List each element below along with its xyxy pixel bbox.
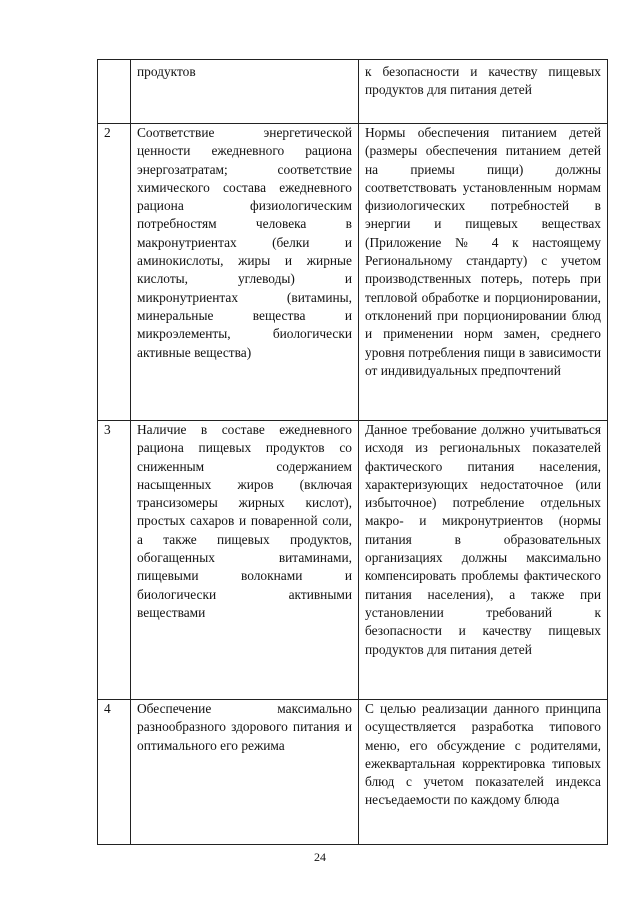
row-number: 2 (98, 124, 131, 421)
criterion-cell: Наличие в составе ежедневного рациона пищевых продуктов со сниженным содержанием насыщенных жиров (включая трансизомеры жирных кислот), простых сахаров и поваренной соли, а также пищевых продуктов, обогащенных витаминами, пищевыми волокнами и биологически активными веществами (131, 421, 359, 700)
criterion-cell: продуктов (131, 60, 359, 124)
page-number: 24 (314, 850, 326, 864)
row-number (98, 60, 131, 124)
description-cell: Нормы обеспечения питанием детей (размеры обеспечения питанием детей на приемы пищи) должны соответствовать установленным нормам физиологических потребностей в энергии и пищевых веществах (Приложение № 4 к настоящему Региональному стандарту) с учетом производственных потерь, потерь при тепловой обработке и порционировании, отклонений при порционировании блюд и применении норм замен, среднего уровня потребления пищи в зависимости от индивидуальных предпочтений (359, 124, 608, 421)
table-row (98, 124, 608, 421)
table-row (98, 421, 608, 700)
table-row (98, 700, 608, 845)
table-row (98, 60, 608, 124)
description-cell: к безопасности и качеству пищевых продуктов для питания детей (359, 60, 608, 124)
row-number: 4 (98, 700, 131, 845)
description-cell: Данное требование должно учитываться исходя из региональных показателей фактического питания населения, характеризующих недостаточное (или избыточное) потребление отдельных макро- и микронутриентов (нормы питания в образовательных организациях должны максимально компенсировать проблемы фактического питания населения), а также при установлении требований к безопасности и качеству пищевых продуктов для питания детей (359, 421, 608, 700)
criterion-cell: Соответствие энергетической ценности ежедневного рациона энергозатратам; соответствие химического состава ежедневного рациона физиологическим потребностям человека в макронутриентах (белки и аминокислоты, жиры и жирные кислоты, углеводы) и микронутриентах (витамины, минеральные вещества и микроэлементы, биологически активные вещества) (131, 124, 359, 421)
description-cell: С целью реализации данного принципа осуществляется разработка типового меню, его обсуждение с родителями, ежеквартальная корректировка типовых блюд с учетом показателей индекса несъедаемости по каждому блюда (359, 700, 608, 845)
requirements-table (97, 59, 608, 845)
criterion-cell: Обеспечение максимально разнообразного здорового питания и оптимального его режима (131, 700, 359, 845)
row-number: 3 (98, 421, 131, 700)
